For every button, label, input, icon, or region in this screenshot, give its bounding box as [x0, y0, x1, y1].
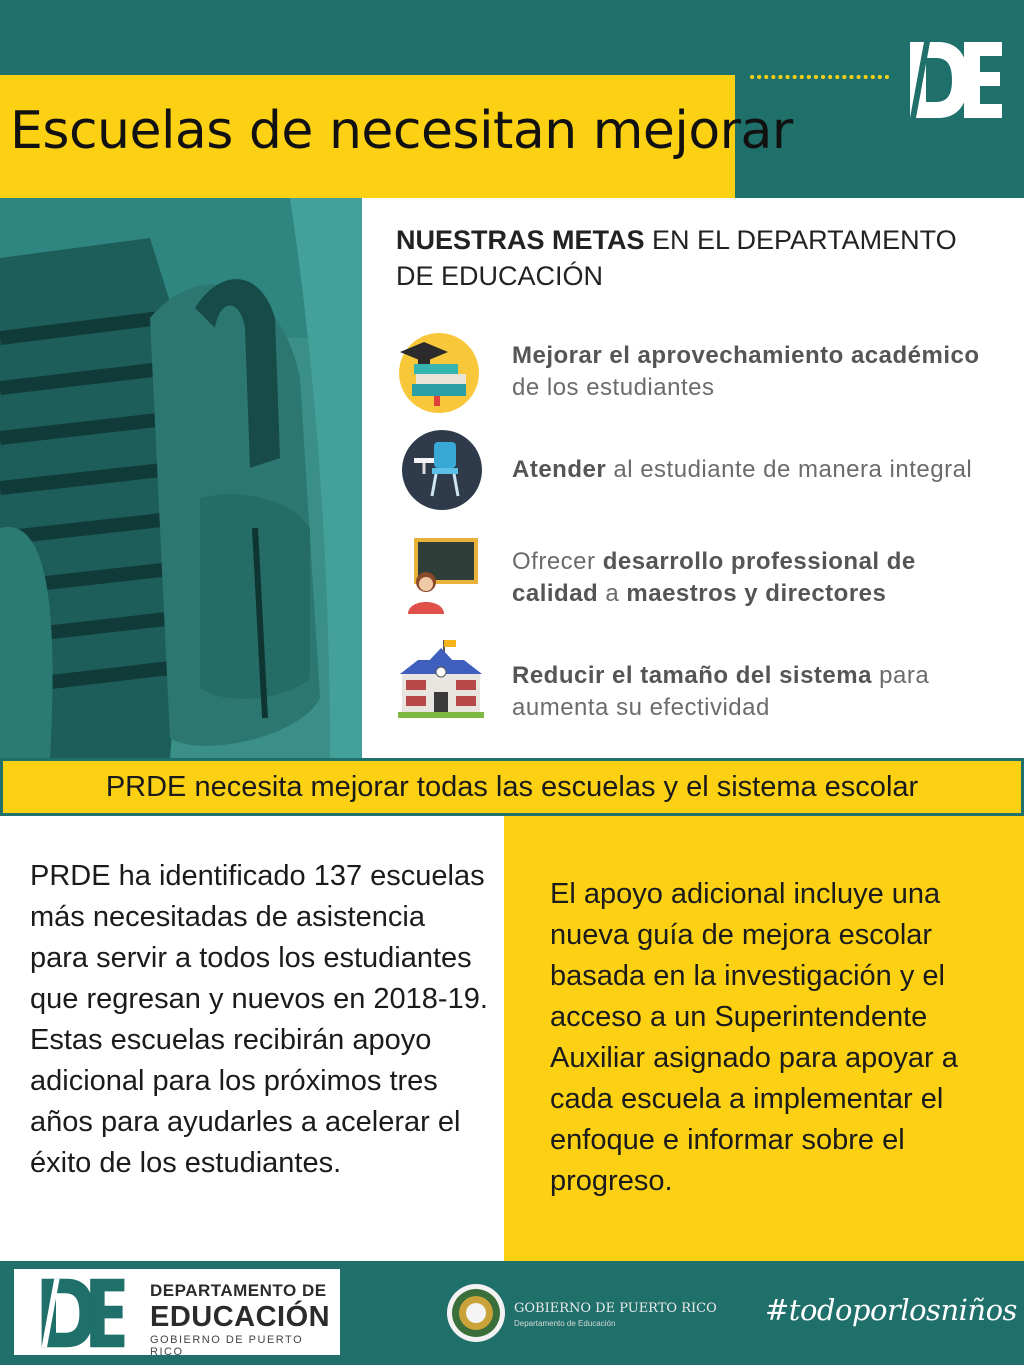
government-seal-icon: [446, 1283, 506, 1343]
goal-text-3: [512, 546, 1002, 610]
goals-panel: [362, 198, 1024, 758]
goal-text-regular: a: [598, 580, 627, 607]
teacher-chalkboard-icon: [400, 530, 490, 620]
dotted-line-decoration: [750, 72, 890, 82]
goal-text-regular: Ofrecer: [512, 548, 603, 575]
goal-text-bold: Reducir el tamaño del sistema: [512, 662, 872, 689]
goal-text-regular: al estudiante de manera integral: [606, 456, 973, 483]
goal-text-regular: para aumenta su efectividad: [512, 662, 930, 721]
goal-text-bold: maestros y directores: [626, 580, 887, 607]
right-column: [504, 816, 1024, 1261]
banner-text: PRDE necesita mejorar todas las escuelas y el sistema escolar: [3, 761, 1021, 813]
goals-heading: [396, 222, 996, 294]
logo-line-1: DEPARTAMENTO DE: [150, 1281, 327, 1300]
title-box: [0, 75, 793, 198]
goal-text-regular: de los estudiantes: [512, 374, 715, 401]
goal-text-bold: desarrollo professional de calidad: [512, 548, 916, 607]
government-name: GOBIERNO DE PUERTO RICO: [514, 1301, 717, 1316]
goals-heading-bold: NUESTRAS METAS: [396, 225, 645, 255]
right-paragraph: El apoyo adicional incluye una nueva guía de mejora escolar basada en la investigación y el acceso a un Superintendente Auxiliar asignado para apoyar a cada escuela a implementar el enfoque e informar sobre el progreso.: [550, 878, 958, 1197]
goal-text-bold: Mejorar el aprovechamiento académico: [512, 342, 980, 369]
logo-line-2: EDUCACIÓN: [150, 1301, 331, 1333]
left-paragraph: PRDE ha identificado 137 escuelas más necesitadas de asistencia para servir a todos los estudiantes que regresan y nuevos en 2018-19. Estas escuelas recibirán apoyo adicional para los próximos tres años para ayudarles a acelerar el éxito de los estudiantes.: [30, 860, 488, 1179]
goals-heading-rest: EN EL DEPARTAMENTO DE EDUCACIÓN: [396, 225, 957, 291]
government-department: Departamento de Educación: [514, 1319, 616, 1328]
school-desk-icon: [400, 428, 490, 518]
goal-text-4: [512, 660, 1002, 724]
banner: [0, 758, 1024, 816]
left-column: [0, 816, 504, 1261]
school-building-icon: [396, 636, 486, 726]
goal-text-2: [512, 454, 1002, 486]
goal-text-1: [512, 340, 1002, 404]
goal-text-bold: Atender: [512, 456, 607, 483]
logo-line-3: GOBIERNO DE PUERTO RICO: [150, 1334, 304, 1358]
department-logo: [14, 1269, 340, 1358]
footer: [0, 1261, 1024, 1365]
graduation-books-icon: [394, 328, 484, 418]
student-backpack-photo: [0, 198, 362, 758]
hashtag: #todoporlosniños: [765, 1293, 1017, 1327]
de-logo-footer-icon: [22, 1277, 144, 1349]
page-title: Escuelas de necesitan mejorar: [10, 101, 793, 161]
de-logo: [908, 40, 1004, 120]
